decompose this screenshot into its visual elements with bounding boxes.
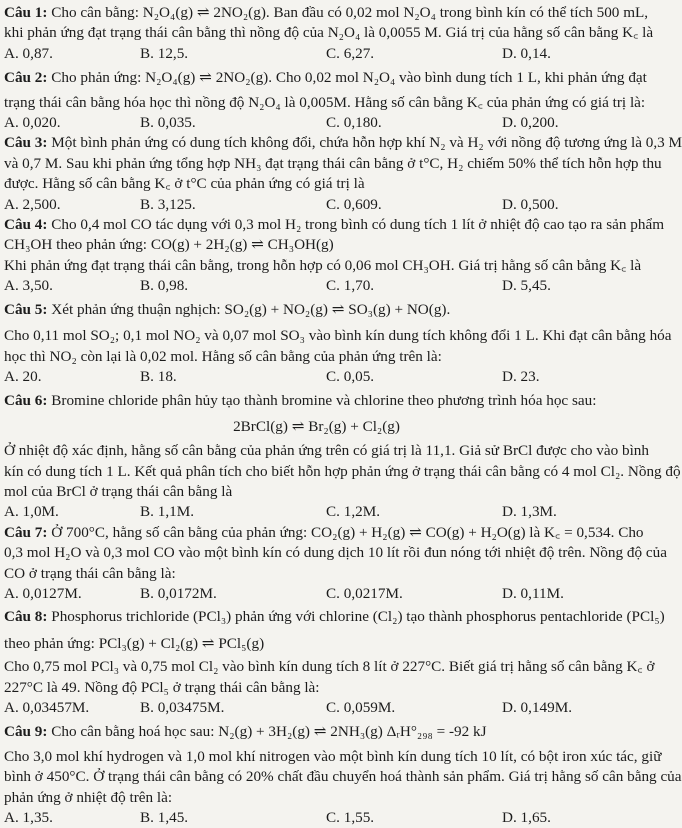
question-text-line: Câu 7: Ở 700°C, hằng số cân bằng của phản ứng: CO₂(g) + H₂(g) ⇌ CO(g) + H₂O(g) là K꜀ = 0,534. Cho	[4, 523, 644, 541]
answer-options	[4, 698, 629, 718]
option-b[interactable]: B. 1,45.	[140, 809, 189, 827]
option-c[interactable]: C. 0,0217M.	[326, 584, 403, 602]
option-b[interactable]: B. 0,03475M.	[140, 699, 225, 716]
option-b[interactable]: B. 12,5.	[140, 44, 189, 62]
question-1	[4, 3, 654, 64]
question-text-line: trạng thái cân bằng hóa học thì nồng độ N₂O₄ là 0,005M. Hằng số cân bằng K꜀ của phản ứng có giá trị là:	[4, 93, 646, 111]
option-c[interactable]: C. 0,059M.	[326, 699, 396, 716]
answer-options	[4, 367, 629, 387]
question-text-line: kín có dung tích 1 L. Kết quả phân tích cho biết hỗn hợp phản ứng ở trạng thái cân bằng có 4 mol Cl₂. Nồng độ	[4, 462, 681, 480]
question-5	[4, 300, 672, 388]
answer-options	[4, 195, 629, 215]
question-7	[4, 523, 667, 605]
question-text-line: bình ở 450°C. Ở trạng thái cân bằng có 20% chất đầu chuyển hoá thành sản phẩm. Giá trị hằng số cân bằng của	[4, 768, 682, 786]
answer-options	[4, 502, 629, 522]
question-text-line: 227°C là 49. Nồng độ PCl₅ ở trạng thái cân bằng là:	[4, 678, 320, 696]
question-text-line: Câu 5: Xét phản ứng thuận nghịch: SO₂(g) + NO₂(g) ⇌ SO₃(g) + NO(g).	[4, 300, 451, 318]
option-d[interactable]: D. 1,65.	[502, 809, 551, 827]
option-c[interactable]: C. 6,27.	[326, 44, 375, 62]
question-number: Câu 1:	[4, 4, 48, 21]
question-text-line: phản ứng ở nhiệt độ trên là:	[4, 788, 173, 806]
question-text-line: Câu 8: Phosphorus trichloride (PCl₃) phản ứng với chlorine (Cl₂) tạo thành phosphorus pentachloride (PCl₅)	[4, 608, 665, 626]
question-text-line: mol của BrCl ở trạng thái cân bằng là	[4, 482, 233, 500]
option-b[interactable]: B. 3,125.	[140, 195, 196, 213]
answer-options	[4, 276, 629, 296]
option-d[interactable]: D. 1,3M.	[502, 503, 557, 521]
option-d[interactable]: D. 0,200.	[502, 114, 559, 132]
question-equation-line: CH₃OH theo phản ứng: CO(g) + 2H₂(g) ⇌ CH₃OH(g)	[4, 236, 334, 254]
option-d[interactable]: D. 23.	[502, 367, 540, 385]
question-6	[4, 391, 681, 522]
question-text-line: Câu 9: Cho cân bằng hoá học sau: N₂(g) + 3H₂(g) ⇌ 2NH₃(g) ΔᵣH°₂₉₈ = -92 kJ	[4, 723, 487, 741]
answer-options	[4, 113, 629, 133]
question-text-line: Ở nhiệt độ xác định, hằng số cân bằng của phản ứng trên có giá trị là 11,1. Giả sử BrCl được cho vào bình	[4, 442, 649, 460]
option-a[interactable]: A. 1,0M.	[4, 503, 59, 521]
question-text-line: Câu 3: Một bình phản ứng có dung tích không đổi, chứa hỗn hợp khí N₂ và H₂ với nồng độ tương ứng là 0,3 M	[4, 134, 682, 152]
question-8	[4, 607, 665, 718]
option-b[interactable]: B. 0,035.	[140, 114, 196, 132]
option-a[interactable]: A. 2,500.	[4, 195, 61, 213]
answer-options	[4, 808, 629, 828]
question-number: Câu 9:	[4, 723, 48, 741]
question-number: Câu 6:	[4, 392, 48, 410]
option-c[interactable]: C. 1,70.	[326, 277, 375, 295]
option-c[interactable]: C. 0,05.	[326, 367, 375, 385]
question-number: Câu 7:	[4, 523, 48, 541]
question-text-line: Câu 6: Bromine chloride phân hủy tạo thành bromine và chlorine theo phương trình hóa học sau:	[4, 392, 597, 410]
question-text-line: Khi phản ứng đạt trạng thái cân bằng, trong hỗn hợp có 0,06 mol CH₃OH. Giá trị hằng số cân bằng K꜀ là	[4, 256, 642, 274]
option-a[interactable]: A. 0,020.	[4, 114, 61, 132]
answer-options	[4, 44, 629, 64]
question-text-line: CO ở trạng thái cân bằng là:	[4, 564, 176, 582]
question-text-line: Cho 3,0 mol khí hydrogen và 1,0 mol khí nitrogen vào một bình kín dung tích 10 lít, có bột iron xúc tác, giữ	[4, 747, 662, 765]
option-d[interactable]: D. 0,149M.	[502, 699, 573, 716]
question-text-line: Cho 0,11 mol SO₂; 0,1 mol NO₂ và 0,07 mol SO₃ vào bình kín dung tích không đổi 1 L. Khi đạt cân bằng hóa	[4, 327, 672, 345]
option-a[interactable]: A. 0,0127M.	[4, 584, 82, 602]
option-b[interactable]: B. 18.	[140, 367, 177, 385]
option-b[interactable]: B. 0,98.	[140, 277, 189, 295]
option-c[interactable]: C. 0,180.	[326, 114, 382, 132]
option-d[interactable]: D. 0,14.	[502, 44, 551, 62]
option-d[interactable]: D. 5,45.	[502, 277, 551, 295]
question-number: Câu 5:	[4, 300, 48, 318]
option-b[interactable]: B. 0,0172M.	[140, 584, 217, 602]
question-text-line: Câu 2: Cho phản ứng: N₂O₄(g) ⇌ 2NO₂(g). Cho 0,02 mol N₂O₄ vào bình dung tích 1 L, khi phản ứng đạt	[4, 69, 647, 87]
question-3	[4, 133, 682, 215]
question-text-line: Câu 1: Cho cân bằng: N₂O₄(g) ⇌ 2NO₂(g). Ban đầu có 0,02 mol N₂O₄ trong bình kín có thể tích 500 mL,	[4, 4, 649, 21]
question-text-line: 0,3 mol H₂O và 0,3 mol CO vào một bình kín có dung dịch 10 lít rồi đun nóng tới nhiệt độ trên. Nồng độ của	[4, 544, 667, 562]
option-a[interactable]: A. 20.	[4, 367, 42, 385]
question-text-line: khi phản ứng đạt trạng thái cân bằng thì nồng độ của N₂O₄ là 0,0055 M. Giá trị của hằng số cân bằng K꜀ là	[4, 24, 654, 42]
option-a[interactable]: A. 0,03457M.	[4, 699, 90, 716]
option-b[interactable]: B. 1,1M.	[140, 503, 195, 521]
question-equation: 2BrCl(g) ⇌ Br₂(g) + Cl₂(g)	[233, 417, 400, 435]
question-text-line: Câu 4: Cho 0,4 mol CO tác dụng với 0,3 mol H₂ trong bình có dung tích 1 lít ở nhiệt độ cao tạo ra sản phẩm	[4, 216, 665, 234]
question-number: Câu 3:	[4, 134, 48, 152]
option-d[interactable]: D. 0,11M.	[502, 584, 564, 602]
question-number: Câu 8:	[4, 608, 48, 626]
question-number: Câu 4:	[4, 216, 48, 234]
option-a[interactable]: A. 3,50.	[4, 277, 53, 295]
question-text-line: học thì NO₂ còn lại là 0,02 mol. Hằng số cân bằng của phản ứng trên là:	[4, 347, 442, 365]
option-c[interactable]: C. 1,2M.	[326, 503, 381, 521]
question-text-line: Cho 0,75 mol PCl₃ và 0,75 mol Cl₂ vào bình kín dung tích 8 lít ở 227°C. Biết giá trị hằng số cân bằng K꜀ ở	[4, 658, 655, 676]
question-number: Câu 2:	[4, 69, 48, 87]
question-4	[4, 215, 665, 297]
option-c[interactable]: C. 1,55.	[326, 809, 375, 827]
option-a[interactable]: A. 0,87.	[4, 44, 53, 62]
question-2	[4, 68, 647, 133]
answer-options	[4, 584, 629, 604]
question-9	[4, 722, 682, 828]
question-text-line: và 0,7 M. Sau khi phản ứng tổng hợp NH₃ đạt trạng thái cân bằng ở t°C, H₂ chiếm 50% thể tích hỗn hợp thu	[4, 154, 662, 172]
option-c[interactable]: C. 0,609.	[326, 195, 382, 213]
question-equation-line: theo phản ứng: PCl₃(g) + Cl₂(g) ⇌ PCl₅(g)	[4, 634, 265, 652]
question-text-line: được. Hằng số cân bằng K꜀ ở t°C của phản ứng có giá trị là	[4, 175, 365, 193]
option-a[interactable]: A. 1,35.	[4, 809, 53, 827]
option-d[interactable]: D. 0,500.	[502, 195, 559, 213]
